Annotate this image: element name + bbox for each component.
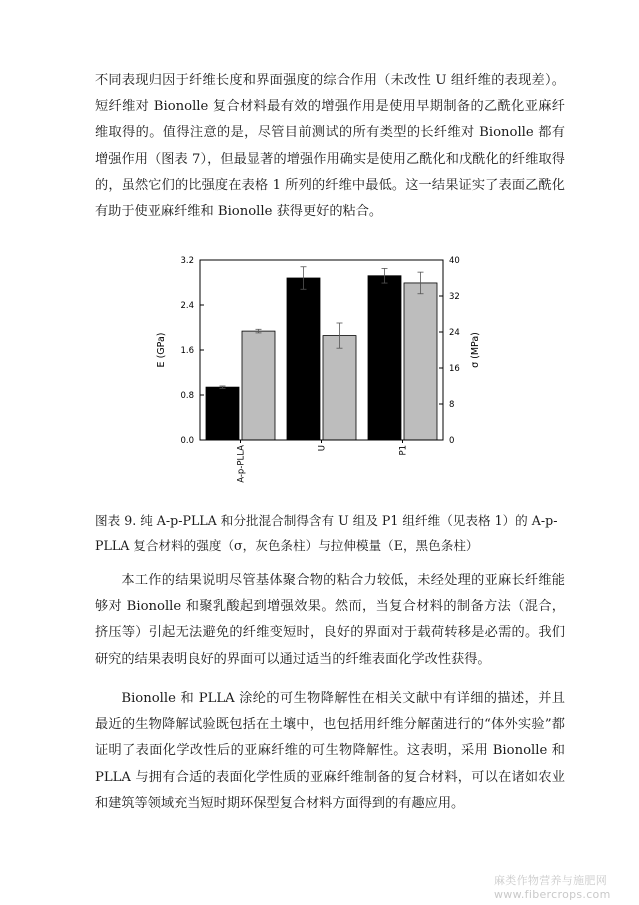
paragraph-2: 本工作的结果说明尽管基体聚合物的粘合力较低，未经处理的亚麻长纤维能够对 Bionolle 和聚乳酸起到增强效果。然而，当复合材料的制备方法（混合，挤压等）引起无法避免的纤维变短时，良好的界面对于载荷转移是必需的。我们研究的结果表明良好的界面可以通过适当的纤维表面化学改性获得。 xyxy=(95,573,565,667)
y-right-tick-label: 0 xyxy=(449,436,455,446)
y-left-tick-label: 0.0 xyxy=(180,436,194,446)
y-axis-right-label: σ (MPa) xyxy=(470,332,481,368)
bar-chart xyxy=(150,248,490,498)
figure-caption: 图表 9. 纯 A-p-PLLA 和分批混合制得含有 U 组及 P1 组纤维（见表格 1）的 A-p-PLLA 复合材料的强度（σ，灰色条柱）与拉伸模量（E，黑色条柱） xyxy=(95,513,558,553)
y-left-tick-label: 3.2 xyxy=(180,256,194,266)
strength-bar xyxy=(242,331,275,440)
y-right-tick-label: 8 xyxy=(449,400,455,410)
x-tick-label: A-p-PLLA xyxy=(236,445,247,483)
modulus-bar xyxy=(206,387,239,440)
modulus-bar xyxy=(368,276,401,440)
x-tick-label: U xyxy=(317,445,328,452)
y-right-tick-label: 40 xyxy=(449,256,460,266)
modulus-bar xyxy=(287,278,320,440)
strength-bar xyxy=(323,336,356,440)
y-right-tick-label: 32 xyxy=(449,292,460,302)
paragraph-1: 不同表现归因于纤维长度和界面强度的综合作用（未改性 U 组纤维的表现差）。短纤维对 Bionolle 复合材料最有效的增强作用是使用早期制备的乙酰化亚麻纤维取得的。值得注意的是，尽管目前测试的所有类型的长纤维对 Bionolle 都有增强作用（图表 7），但最显著的增强作用确实是使用乙酰化和戊酰化的纤维取得的，虽然它们的比强度在表格 1 所列的纤维中最低。这一结果证实了表面乙酰化有助于使亚麻纤维和 Bionolle 获得更好的粘合。 xyxy=(95,73,565,220)
strength-bar xyxy=(404,283,437,440)
y-left-tick-label: 2.4 xyxy=(180,301,194,311)
y-right-tick-label: 16 xyxy=(449,364,460,374)
y-right-tick-label: 24 xyxy=(449,328,460,338)
y-left-tick-label: 0.8 xyxy=(180,391,194,401)
y-left-tick-label: 1.6 xyxy=(180,346,194,356)
x-tick-label: P1 xyxy=(398,445,409,456)
paragraph-3: Bionolle 和 PLLA 涂纶的可生物降解性在相关文献中有详细的描述，并且最近的生物降解试验既包括在土壤中，也包括用纤维分解菌进行的“体外实验”都证明了表面化学改性后的亚麻纤维的可生物降解性。这表明，采用 Bionolle 和 PLLA 与拥有合适的表面化学性质的亚麻纤维制备的复合材料，可以在诸如农业和建筑等领域充当短时期环保型复合材料方面得到的有趣应用。 xyxy=(95,691,565,811)
watermark: 麻类作物营养与施肥网 www.fibercrops.com xyxy=(494,874,611,901)
y-axis-left-label: E (GPa) xyxy=(156,332,167,368)
